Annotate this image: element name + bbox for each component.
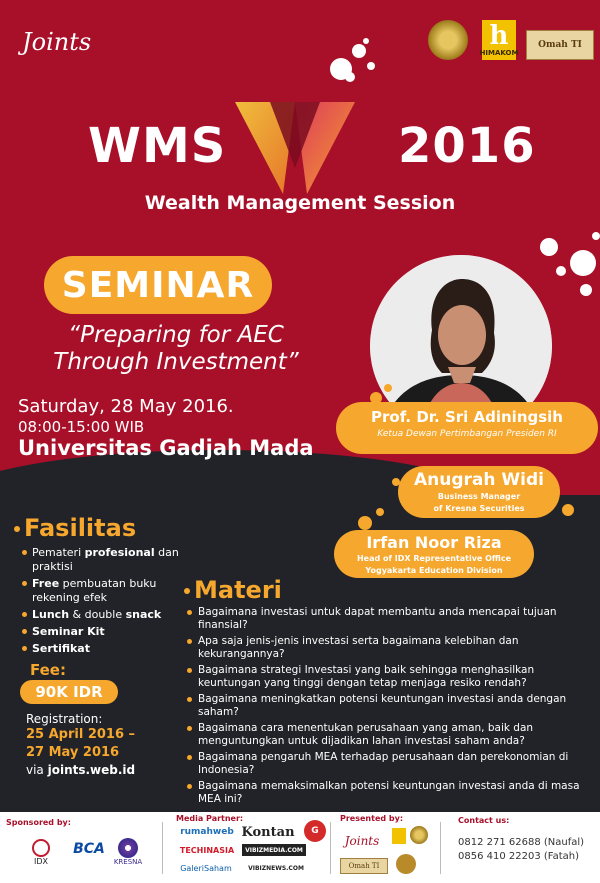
contact-phone-1[interactable]: 0812 271 62688 (Naufal)	[458, 837, 585, 848]
joints-footer-logo: Joints	[344, 834, 380, 848]
speaker-role-line-1: Business Manager	[437, 492, 521, 501]
list-item: Apa saja jenis-jenis investasi serta bagaimana kelebihan dan kekurangannya?	[186, 635, 596, 661]
event-subtitle: Wealth Management Session	[144, 192, 456, 214]
registration-label: Registration:	[26, 712, 103, 726]
university-seal-logo	[428, 20, 468, 60]
orange-dot-decoration	[376, 508, 384, 516]
himakom-h-mark: h	[489, 21, 509, 51]
speaker-role-line-2: Yogyakarta Education Division	[365, 566, 503, 575]
list-item: Bagaimana cara menentukan perusahaan yang aman, baik dan menguntungkan untuk dijadikan lahan investasi saham anda?	[186, 722, 596, 748]
himakom-label: HIMAKOM	[479, 49, 519, 57]
bubble-decoration	[345, 72, 355, 82]
item-bold-text: snack	[125, 608, 162, 621]
omah-ti-logo	[526, 30, 594, 60]
registration-via-prefix: via	[26, 763, 48, 777]
galerisaham-logo: GaleriSaham	[180, 863, 232, 873]
contact-phone-2[interactable]: 0856 410 22203 (Fatah)	[458, 851, 580, 862]
contact-info	[458, 836, 584, 864]
bubble-decoration	[352, 44, 366, 58]
registration-link[interactable]: joints.web.id	[47, 763, 136, 777]
orange-dot-decoration	[358, 516, 372, 530]
speaker-card-3	[334, 530, 534, 578]
event-theme-line-2: Through Investment”	[53, 349, 299, 375]
list-item	[22, 625, 192, 639]
university-seal-footer-logo	[410, 826, 428, 844]
fasilitas-list	[22, 546, 192, 659]
wms-logo-icon	[225, 98, 365, 198]
footer-divider	[440, 822, 441, 874]
item-text: Pemateri	[32, 546, 85, 559]
fee-amount: 90K IDR	[20, 680, 118, 704]
orange-dot-decoration	[562, 504, 574, 516]
bubble-decoration	[367, 62, 375, 70]
omah-ti-footer-logo: Omah TI	[340, 858, 388, 874]
sponsored-label: Sponsored by:	[6, 818, 71, 827]
bullet-icon	[184, 588, 190, 594]
fasilitas-title: Fasilitas	[24, 514, 137, 542]
list-item: Bagaimana pengaruh MEA terhadap perusahaan dan perekonomian di Indonesia?	[186, 751, 596, 777]
presented-by-label: Presented by:	[340, 814, 404, 823]
materi-heading	[184, 576, 282, 604]
item-text: pembuatan buku rekening efek	[32, 577, 157, 604]
item-bold-text: Free	[32, 577, 60, 590]
goodnews-logo: G	[304, 820, 326, 842]
list-item: Bagaimana meningkatkan potensi keuntungan investasi anda dengan saham?	[186, 693, 596, 719]
rumahweb-logo: rumahweb	[180, 827, 234, 837]
bubble-decoration	[556, 266, 566, 276]
speaker-card-2	[398, 466, 560, 518]
bubble-decoration	[592, 232, 600, 240]
registration-dates-line-1: 25 April 2016 –	[26, 727, 136, 742]
orange-dot-decoration	[384, 384, 392, 392]
item-bold-text: profesional	[84, 546, 155, 559]
bubble-decoration	[580, 284, 592, 296]
item-bold-text: Seminar Kit	[32, 625, 105, 638]
vibizmedia-logo: VIBIZMEDIA.COM	[242, 844, 306, 856]
event-venue: Universitas Gadjah Mada	[18, 436, 314, 460]
himakom-footer-logo	[392, 828, 406, 844]
list-item	[22, 608, 192, 622]
item-bold-text: Lunch	[32, 608, 70, 621]
registration-dates	[26, 726, 135, 762]
speaker-name: Irfan Noor Riza	[366, 533, 502, 552]
footer-divider	[162, 822, 163, 874]
idx-mark-icon	[32, 839, 50, 857]
item-text: & double	[69, 608, 126, 621]
list-item	[22, 642, 192, 656]
speaker-role-line-2: of Kresna Securities	[433, 504, 525, 513]
registration-via	[26, 763, 135, 777]
idx-logo-text: IDX	[34, 856, 48, 866]
event-theme	[16, 322, 336, 376]
faculty-seal-footer-logo	[396, 854, 416, 874]
item-text: dan praktisi	[32, 546, 179, 573]
event-date: Saturday, 28 May 2016.	[18, 396, 234, 417]
bubble-decoration	[570, 250, 596, 276]
kresna-logo-text: KRESNA	[113, 858, 143, 866]
materi-title: Materi	[194, 576, 282, 604]
footer-divider	[330, 822, 331, 874]
vibiznews-logo: VIBIZNEWS.COM	[248, 864, 304, 872]
list-item	[22, 577, 192, 605]
kresna-flower-icon	[118, 838, 138, 858]
list-item: Bagaimana investasi untuk dapat membantu anda mencapai tujuan finansial?	[186, 606, 596, 632]
fee-label: Fee:	[30, 661, 66, 679]
contact-label: Contact us:	[458, 816, 510, 825]
registration-dates-line-2: 27 May 2016	[26, 745, 120, 760]
kresna-logo	[110, 832, 146, 872]
fasilitas-heading	[14, 514, 136, 542]
media-partner-label: Media Partner:	[176, 814, 244, 823]
bca-logo: BCA	[73, 841, 105, 857]
event-title-right: 2016	[398, 118, 536, 174]
kontan-logo: Kontan	[241, 824, 295, 840]
techinasia-logo: TECHINASIA	[179, 845, 235, 855]
event-theme-line-1: “Preparing for AEC	[68, 322, 284, 348]
seminar-badge: SEMINAR	[44, 256, 272, 314]
bubble-decoration	[540, 238, 558, 256]
speaker-card-1	[336, 402, 598, 454]
speaker-name: Prof. Dr. Sri Adiningsih	[371, 408, 563, 426]
item-bold-text: Sertifikat	[32, 642, 90, 655]
materi-list	[186, 606, 596, 809]
speaker-role-line-1: Head of IDX Representative Office	[356, 554, 512, 563]
joints-logo	[22, 28, 91, 56]
bullet-icon	[14, 526, 20, 532]
bubble-decoration	[363, 38, 369, 44]
event-time: 08:00-15:00 WIB	[18, 418, 145, 436]
himakom-logo	[479, 20, 519, 60]
list-item	[22, 546, 192, 574]
list-item: Bagaimana strategi Investasi yang baik sehingga menghasilkan keuntungan yang tinggi dengan tetap menjaga resiko rendah?	[186, 664, 596, 690]
speaker-name: Anugrah Widi	[414, 470, 544, 490]
event-title-left: WMS	[88, 118, 227, 174]
idx-logo	[28, 834, 54, 870]
speaker-role: Ketua Dewan Pertimbangan Presiden RI	[377, 429, 557, 439]
joints-logo-text: Joints	[22, 28, 92, 56]
list-item: Bagaimana memaksimalkan potensi keuntungan investasi anda di masa MEA ini?	[186, 780, 596, 806]
omah-ti-label: Omah TI	[538, 40, 582, 50]
